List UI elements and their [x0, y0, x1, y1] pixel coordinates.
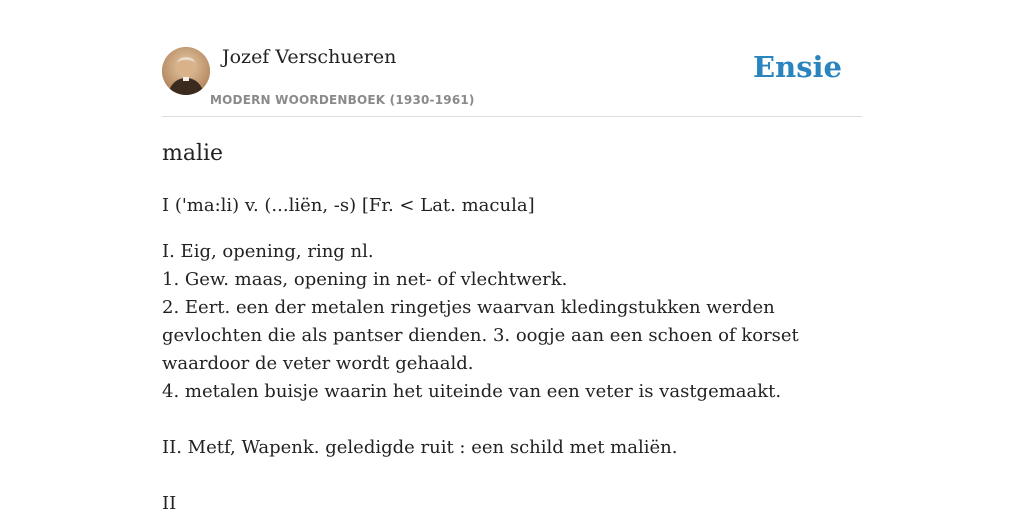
entry-pronunciation: I ('ma:li) v. (...liën, -s) [Fr. < Lat. macula] — [162, 195, 535, 216]
paragraph-break — [162, 406, 862, 434]
definition-line: 2. Eert. een der metalen ringetjes waarvan kledingstukken werden gevlochten die als pantser dienden. 3. oogje aan een schoen of korset waardoor de veter wordt gehaald. — [162, 297, 799, 374]
definition-line: 4. metalen buisje waarin het uiteinde van een veter is vastgemaakt. — [162, 381, 782, 402]
ensie-logo[interactable]: Ensie — [753, 50, 842, 84]
author-name[interactable]: Jozef Verschueren — [222, 46, 397, 68]
definition-line: II. Metf, Wapenk. geledigde ruit : een schild met maliën. — [162, 437, 678, 458]
entry-content — [162, 138, 862, 512]
paragraph-break — [162, 462, 862, 490]
definition-line: 1. Gew. maas, opening in net- of vlechtwerk. — [162, 269, 568, 290]
entry-title: malie — [162, 141, 224, 166]
entry-definition — [162, 238, 862, 512]
author-avatar — [162, 47, 210, 95]
definition-line: I. Eig, opening, ring nl. — [162, 241, 374, 262]
definition-line: II — [162, 493, 177, 512]
header — [162, 40, 862, 117]
dictionary-source[interactable]: MODERN WOORDENBOEK (1930-1961) — [210, 93, 475, 107]
